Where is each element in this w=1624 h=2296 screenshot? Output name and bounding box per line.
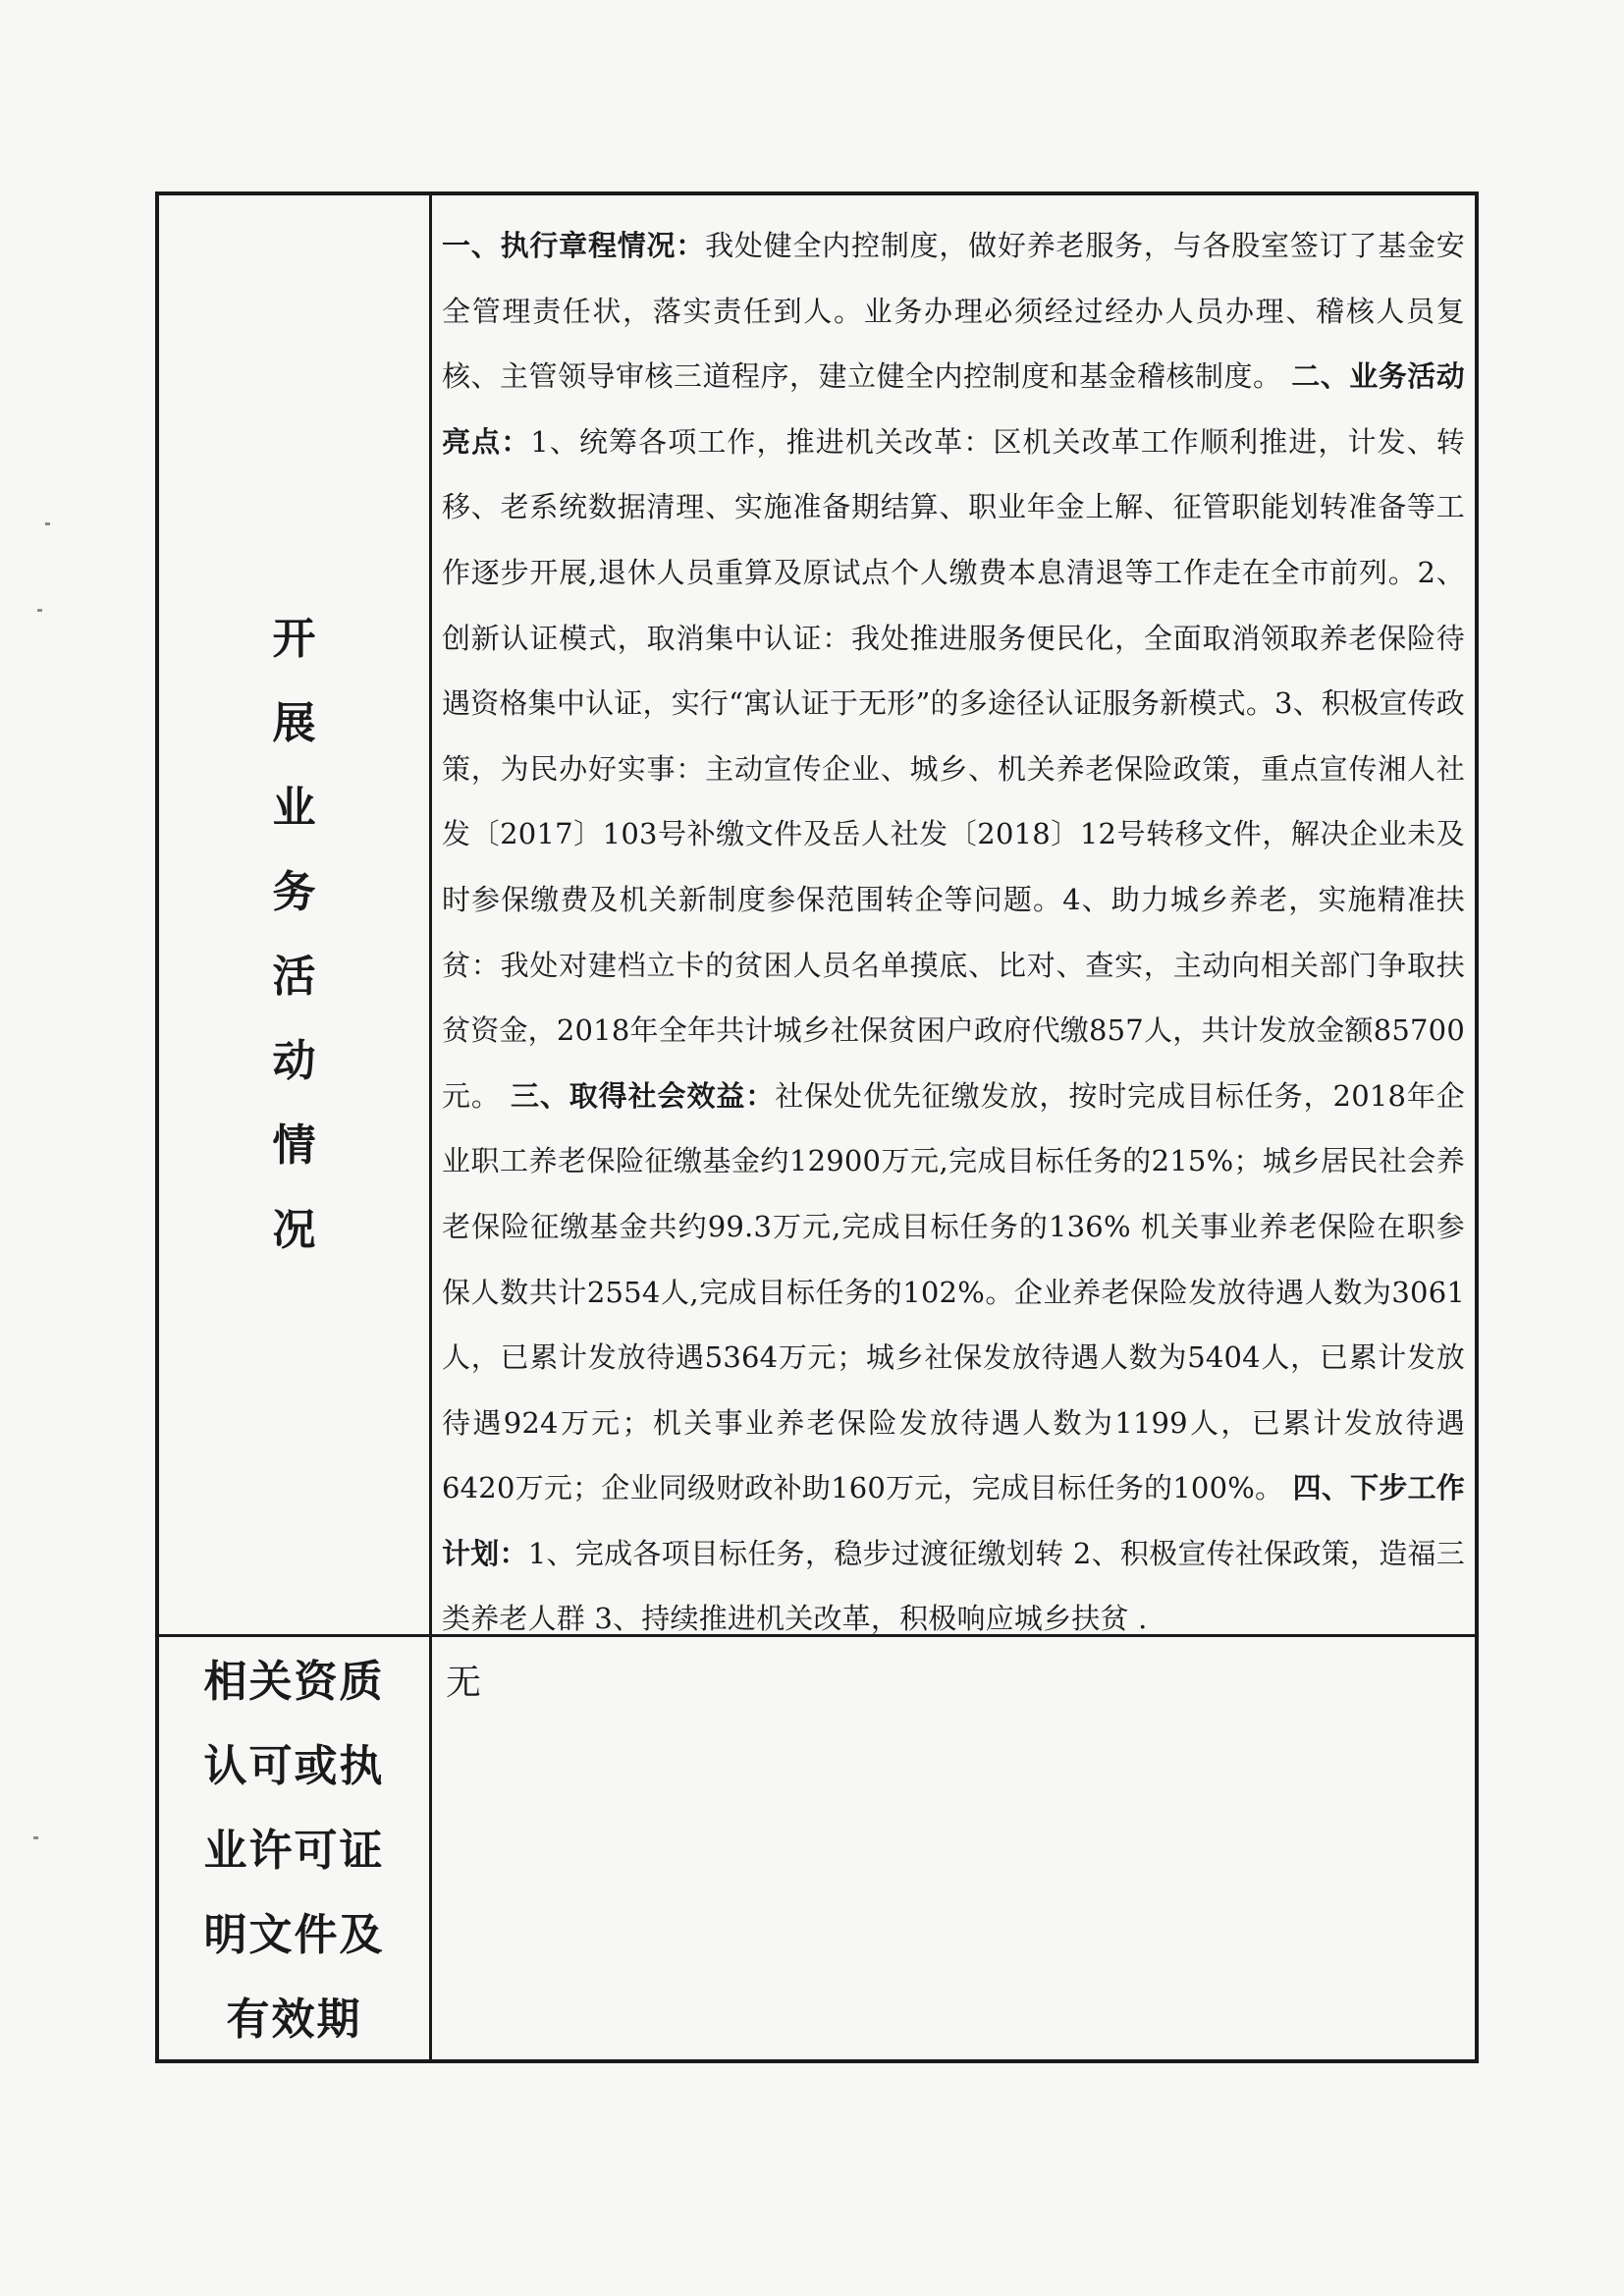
business-activities-label-cell <box>159 195 432 1634</box>
section-heading-highlights: 二、业务活动亮点： <box>442 359 1465 459</box>
section-body-charter: 我处健全内控制度，做好养老服务，与各股室签订了基金安全管理责任状，落实责任到人。业务办理必须经过经办人员办理、稽核人员复核、主管领导审核三道程序，建立健全内控制度和基金稽核制度。 <box>442 229 1465 394</box>
label-char: 务 <box>272 866 316 917</box>
label-char: 业 <box>272 782 316 833</box>
business-activities-label <box>273 597 316 1273</box>
business-activities-row <box>159 195 1475 1637</box>
section-heading-charter: 一、执行章程情况： <box>442 229 706 262</box>
license-label <box>204 1640 385 2062</box>
business-activities-content-cell <box>432 195 1475 1634</box>
label-char: 展 <box>272 697 316 748</box>
scan-mark <box>45 522 50 525</box>
license-label-cell <box>159 1637 432 2059</box>
license-row <box>159 1637 1475 2059</box>
label-line: 业许可证 <box>203 1826 385 1876</box>
scan-mark <box>37 609 42 612</box>
label-char: 活 <box>272 951 316 1002</box>
section-body-highlights: 1、统筹各项工作，推进机关改革：区机关改革工作顺利推进，计发、转移、老系统数据清理、实施准备期结算、职业年金上解、征管职能划转准备等工作逐步开展,退休人员重算及原试点个人缴费本息清退等工作走在全市前列。2、创新认证模式，取消集中认证：我处推进服务便民化，全面取消领取养老保险待遇资格集中认证，实行“寓认证于无形”的多途径认证服务新模式。3、积极宣传政策，为民办好实事：主动宣传企业、城乡、机关养老保险政策，重点宣传湘人社发〔2017〕103号补缴文件及岳人社发〔2018〕12号转移文件，解决企业未及时参保缴费及机关新制度参保范围转企等问题。4、助力城乡养老，实施精准扶贫：我处对建档立卡的贫困人员名单摸底、比对、查实，主动向相关部门争取扶贫资金，2018年全年共计城乡社保贫困户政府代缴857人，共计发放金额85700元。 <box>442 424 1465 1113</box>
label-char: 开 <box>272 613 316 664</box>
label-line: 明文件及 <box>203 1910 385 1960</box>
label-line: 相关资质 <box>203 1657 385 1707</box>
section-heading-next-plan: 四、下步工作计划： <box>442 1471 1465 1570</box>
business-activities-text <box>432 213 1475 1652</box>
license-content-cell <box>432 1637 1475 2059</box>
label-char: 动 <box>272 1035 316 1086</box>
section-body-social-benefits: 社保处优先征缴发放，按时完成目标任务，2018年企业职工养老保险征缴基金约12900万元,完成目标任务的215%；城乡居民社会养老保险征缴基金共约99.3万元,完成目标任务的136% 机关事业养老保险在职参保人数共计2554人,完成目标任务的102%。企业养老保险发放待遇人数为3061人，已累计发放待遇5364万元；城乡社保发放待遇人数为5404人，已累计发放待遇924万元；机关事业养老保险发放待遇人数为1199人，已累计发放待遇6420万元；企业同级财政补助160万元，完成目标任务的100%。 <box>442 1078 1465 1505</box>
label-char: 情 <box>272 1120 316 1171</box>
label-line: 有效期 <box>226 1995 362 2045</box>
scan-mark <box>33 1836 38 1839</box>
section-heading-social-benefits: 三、取得社会效益： <box>510 1078 776 1113</box>
license-value: 无 <box>446 1663 482 1703</box>
report-table <box>155 191 1479 2063</box>
label-line: 认可或执 <box>203 1741 385 1791</box>
section-body-next-plan: 1、完成各项目标任务，稳步过渡征缴划转 2、积极宣传社保政策，造福三类养老人群 3、持续推进机关改革，积极响应城乡扶贫 . <box>442 1536 1465 1636</box>
label-char: 况 <box>272 1204 316 1255</box>
